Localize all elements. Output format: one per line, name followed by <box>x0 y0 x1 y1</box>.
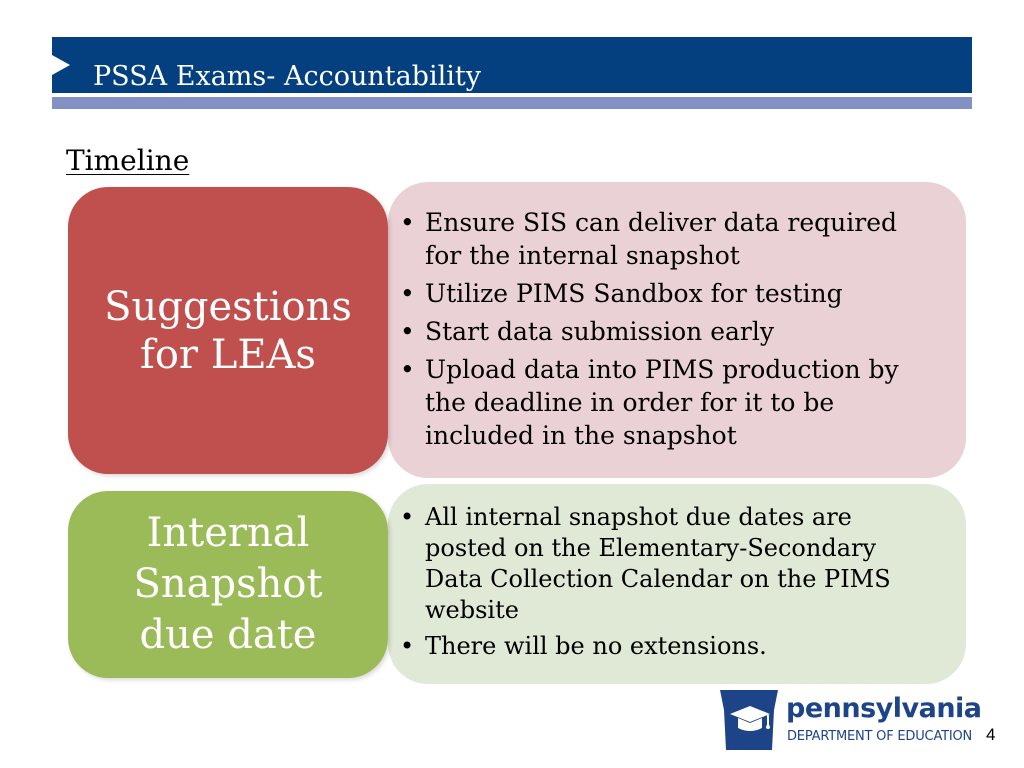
section-heading: Timeline <box>66 144 190 177</box>
pennsylvania-education-logo <box>716 688 982 752</box>
snapshot-label-box <box>68 491 388 678</box>
bullet-item: • Upload data into PIMS production by the deadline in order for it to be included in the snapshot <box>400 353 940 452</box>
bullet-item: • All internal snapshot due dates are posted on the Elementary-Secondary Data Collection Calendar on the PIMS website <box>400 502 940 626</box>
bullet-item: • Utilize PIMS Sandbox for testing <box>400 277 940 310</box>
bullet-item: • Start data submission early <box>400 315 940 348</box>
arrow-icon <box>52 55 70 75</box>
logo-subtitle: DEPARTMENT OF EDUCATION <box>787 729 973 744</box>
page-number: 4 <box>986 725 996 744</box>
snapshot-label: Internal Snapshot due date <box>133 510 323 658</box>
logo-wordmark: pennsylvania <box>786 693 982 724</box>
title-underline-bar <box>52 97 972 109</box>
suggestions-label: Suggestions for LEAs <box>104 283 352 378</box>
slide-title: PSSA Exams- Accountability <box>93 61 481 92</box>
bullet-item: • There will be no extensions. <box>400 631 940 662</box>
keystone-graduation-cap-icon <box>716 688 782 752</box>
bullet-item: • Ensure SIS can deliver data required for the internal snapshot <box>400 206 940 272</box>
suggestions-label-box <box>68 187 388 474</box>
snapshot-bullet-list <box>400 502 940 667</box>
suggestions-bullet-list <box>400 206 940 457</box>
